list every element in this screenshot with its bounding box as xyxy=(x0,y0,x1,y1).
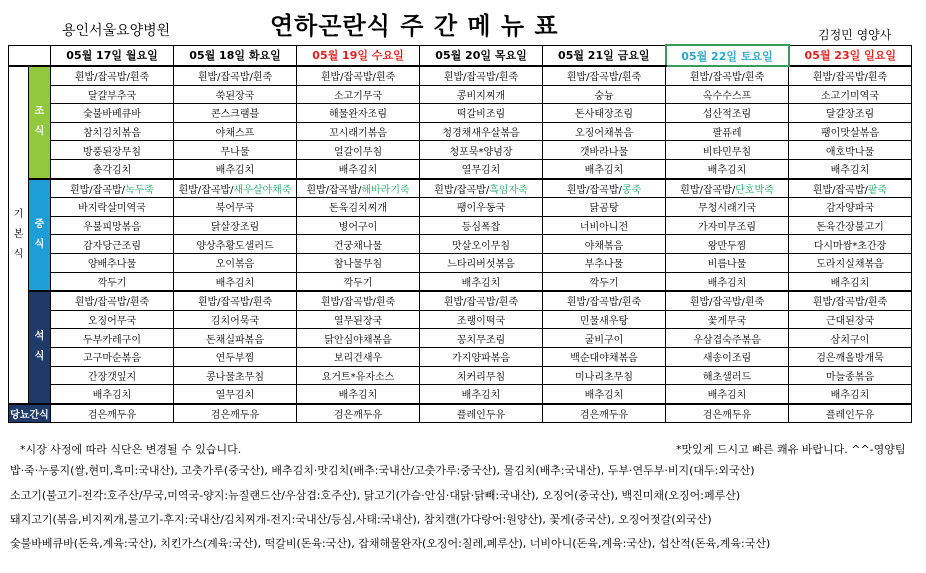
menu-cell: 느타리버섯볶음 xyxy=(420,253,543,272)
menu-cell: 다시마쌈*초간장 xyxy=(789,235,912,254)
menu-cell: 흰밥/잡곡밥/흰죽 xyxy=(543,66,666,85)
day-header: 05월 22일 토요일 xyxy=(666,45,789,66)
menu-cell: 열무김치 xyxy=(420,159,543,178)
menu-cell: 배추김치 xyxy=(174,272,297,291)
menu-row xyxy=(9,198,912,217)
snack-cell: 검은깨두유 xyxy=(666,404,789,423)
label-char: 석 xyxy=(34,331,45,343)
menu-cell: 배추김치 xyxy=(420,385,543,404)
menu-cell: 쑥된장국 xyxy=(174,85,297,104)
menu-cell: 꽁치무조림 xyxy=(420,329,543,348)
menu-cell: 청포묵*양념장 xyxy=(420,141,543,160)
menu-row xyxy=(9,272,912,291)
menu-row xyxy=(9,179,912,198)
menu-cell: 팽이우동국 xyxy=(420,198,543,217)
snack-cell: 검은깨두유 xyxy=(543,404,666,423)
menu-cell: 돈채실파볶음 xyxy=(174,329,297,348)
page-title: 연하곤란식 주 간 메 뉴 표 xyxy=(270,12,559,40)
porridge-special: 콩죽 xyxy=(621,184,642,196)
menu-cell: 달걀부추국 xyxy=(51,85,174,104)
menu-cell: 애호박나물 xyxy=(789,141,912,160)
menu-cell xyxy=(420,179,543,198)
label-char: 본 xyxy=(13,228,24,240)
menu-cell: 섭산적조림 xyxy=(666,104,789,123)
label-char: 중 xyxy=(34,218,45,230)
menu-row xyxy=(9,216,912,235)
menu-cell: 우삼겹숙주볶음 xyxy=(666,329,789,348)
origin-line: 밥·죽·누룽지(쌀,현미,흑미:국내산), 고춧가루(중국산), 배추김치·맛김치(배추:국내산/고춧가루:중국산), 물김치(배추:국내산), 두부·연두부·비지(대두:외국산) xyxy=(10,464,755,477)
day-header: 05월 23일 일요일 xyxy=(789,45,912,66)
menu-cell: 방풍된장무침 xyxy=(51,141,174,160)
menu-cell: 배추김치 xyxy=(666,272,789,291)
menu-row xyxy=(9,291,912,310)
diet-type-label xyxy=(9,66,29,404)
menu-cell: 흰밥/잡곡밥/흰죽 xyxy=(789,291,912,310)
menu-cell: 숭늉 xyxy=(543,85,666,104)
menu-cell: 무청시래기국 xyxy=(666,198,789,217)
label-char: 식 xyxy=(34,351,45,363)
menu-cell: 북어무국 xyxy=(174,198,297,217)
menu-cell: 가지양파볶음 xyxy=(420,347,543,366)
menu-cell: 마늘종볶음 xyxy=(789,366,912,385)
menu-cell: 닭곰탕 xyxy=(543,198,666,217)
menu-cell: 옥수수스프 xyxy=(666,85,789,104)
header-corner xyxy=(9,45,51,66)
menu-cell: 흰밥/잡곡밥/흰죽 xyxy=(297,66,420,85)
snack-label: 당뇨간식 xyxy=(9,404,51,423)
menu-cell: 흰밥/잡곡밥/흰죽 xyxy=(420,66,543,85)
menu-cell: 검은깨올방개묵 xyxy=(789,347,912,366)
menu-cell xyxy=(666,179,789,198)
menu-cell: 비타민무침 xyxy=(666,141,789,160)
menu-cell: 배추김치 xyxy=(789,159,912,178)
menu-cell: 흰밥/잡곡밥/흰죽 xyxy=(789,66,912,85)
menu-cell: 오이볶음 xyxy=(174,253,297,272)
snack-cell: 플레인두유 xyxy=(420,404,543,423)
menu-cell: 치커리무침 xyxy=(420,366,543,385)
hospital-name: 용인서울요양병원 xyxy=(62,23,171,39)
menu-row xyxy=(9,85,912,104)
menu-row xyxy=(9,235,912,254)
menu-cell: 소고기무국 xyxy=(297,85,420,104)
lunch-label xyxy=(29,179,51,292)
label-char: 식 xyxy=(34,126,45,138)
menu-cell xyxy=(51,179,174,198)
menu-cell: 흰밥/잡곡밥/흰죽 xyxy=(51,66,174,85)
menu-cell: 흰밥/잡곡밥/흰죽 xyxy=(666,291,789,310)
menu-row xyxy=(9,122,912,141)
menu-cell: 팽이맛살볶음 xyxy=(789,122,912,141)
menu-cell: 깍두기 xyxy=(543,272,666,291)
menu-cell: 고구마순볶음 xyxy=(51,347,174,366)
menu-row xyxy=(9,385,912,404)
porridge-special: 새우살야채죽 xyxy=(233,184,292,196)
menu-cell: 우불피망볶음 xyxy=(51,216,174,235)
menu-cell: 비름나물 xyxy=(666,253,789,272)
menu-cell: 감자양파국 xyxy=(789,198,912,217)
menu-cell: 굴비구이 xyxy=(543,329,666,348)
day-header: 05월 19일 수요일 xyxy=(297,45,420,66)
menu-row xyxy=(9,347,912,366)
menu-cell: 콘스크램블 xyxy=(174,104,297,123)
snack-cell: 검은깨두유 xyxy=(297,404,420,423)
menu-cell: 콩비지찌개 xyxy=(420,85,543,104)
menu-cell: 소고기미역국 xyxy=(789,85,912,104)
porridge-special: 단호박죽 xyxy=(735,184,774,196)
menu-cell: 양상추황도샐러드 xyxy=(174,235,297,254)
menu-cell: 콩나물초무침 xyxy=(174,366,297,385)
menu-cell: 양배추나물 xyxy=(51,253,174,272)
menu-cell: 청경채새우살볶음 xyxy=(420,122,543,141)
menu-cell: 배추김치 xyxy=(666,159,789,178)
menu-cell xyxy=(789,179,912,198)
greeting-notice: *맛있게 드시고 빠른 쾌유 바랍니다. ^^-영양팀 xyxy=(676,443,906,456)
porridge-special: 흑임자죽 xyxy=(489,184,528,196)
menu-cell: 열무김치 xyxy=(174,385,297,404)
menu-cell: 오징어무국 xyxy=(51,310,174,329)
menu-cell: 팔퓨레 xyxy=(666,122,789,141)
menu-cell: 삼치구이 xyxy=(789,329,912,348)
menu-cell: 열무된장국 xyxy=(297,310,420,329)
menu-cell: 흰밥/잡곡밥/흰죽 xyxy=(420,291,543,310)
menu-cell: 달걀장조림 xyxy=(789,104,912,123)
menu-cell: 배추김치 xyxy=(543,385,666,404)
menu-cell: 민물새우탕 xyxy=(543,310,666,329)
dietitian-name: 김정민 영양사 xyxy=(818,28,892,42)
menu-cell: 미나리초무침 xyxy=(543,366,666,385)
menu-cell: 조랭이떡국 xyxy=(420,310,543,329)
label-char: 기 xyxy=(13,208,24,220)
menu-cell: 두부카레구이 xyxy=(51,329,174,348)
menu-cell: 건궁채나물 xyxy=(297,235,420,254)
menu-cell: 돈육간장불고기 xyxy=(789,216,912,235)
menu-cell: 보리건새우 xyxy=(297,347,420,366)
label-char: 조 xyxy=(34,106,45,118)
porridge-special: 해바라기죽 xyxy=(361,184,410,196)
menu-cell: 배추김치 xyxy=(789,272,912,291)
menu-cell: 흰밥/잡곡밥/흰죽 xyxy=(174,291,297,310)
menu-cell: 바지락살미역국 xyxy=(51,198,174,217)
menu-row xyxy=(9,104,912,123)
menu-cell: 총각김치 xyxy=(51,159,174,178)
menu-cell: 흰밥/잡곡밥/흰죽 xyxy=(666,66,789,85)
menu-cell: 너비아니전 xyxy=(543,216,666,235)
menu-row xyxy=(9,310,912,329)
menu-cell: 무나물 xyxy=(174,141,297,160)
menu-cell: 얼갈이무침 xyxy=(297,141,420,160)
origin-line: 돼지고기(볶음,비지찌개,불고기-후지:국내산/김치찌개-전지:국내산/등심,사태:국내산), 참치캔(가다랑어:원양산), 꽃게(중국산), 오징어젓갈(외국산) xyxy=(10,513,712,526)
menu-cell: 해초샐러드 xyxy=(666,366,789,385)
menu-cell: 왕만두찜 xyxy=(666,235,789,254)
menu-row xyxy=(9,329,912,348)
origin-line: 숯불바베큐바(돈육,계육:국산), 치킨가스(계육:국산), 떡갈비(돈육:국산), 잡채해물완자(오징어:칠레,페루산), 너비아니(돈육,계육:국산), 섭산적(돈육,계육:국산) xyxy=(10,537,771,550)
menu-cell xyxy=(174,179,297,198)
menu-cell: 숯불바베큐바 xyxy=(51,104,174,123)
menu-cell: 흰밥/잡곡밥/흰죽 xyxy=(174,66,297,85)
menu-cell: 배추김치 xyxy=(297,159,420,178)
menu-cell: 배추김치 xyxy=(174,159,297,178)
menu-cell: 닭살장조림 xyxy=(174,216,297,235)
menu-cell: 배추김치 xyxy=(297,385,420,404)
menu-cell: 배추김치 xyxy=(51,385,174,404)
menu-cell: 흰밥/잡곡밥/흰죽 xyxy=(51,291,174,310)
day-header: 05월 20일 목요일 xyxy=(420,45,543,66)
menu-cell: 오징어채볶음 xyxy=(543,122,666,141)
menu-cell: 새송이조림 xyxy=(666,347,789,366)
menu-cell: 부추나물 xyxy=(543,253,666,272)
menu-cell: 맛살오이무침 xyxy=(420,235,543,254)
porridge-base: 흰밥/잡곡밥/ xyxy=(178,184,234,196)
menu-cell: 떡갈비조림 xyxy=(420,104,543,123)
menu-cell xyxy=(297,179,420,198)
label-char: 식 xyxy=(34,238,45,250)
menu-cell: 해물완자조림 xyxy=(297,104,420,123)
menu-cell: 꼬시래기볶음 xyxy=(297,122,420,141)
origin-line: 소고기(불고기-전각:호주산/무국,미역국-양지:뉴질랜드산/우삼겹:호주산), 닭고기(가슴·안심·대닭·닭빼:국내산), 오징어(중국산), 백진미채(오징어:페루산) xyxy=(10,489,741,502)
menu-cell: 야채볶음 xyxy=(543,235,666,254)
menu-cell: 꽃게무국 xyxy=(666,310,789,329)
menu-cell: 감자당근조림 xyxy=(51,235,174,254)
porridge-base: 흰밥/잡곡밥/ xyxy=(434,184,490,196)
menu-cell: 배추김치 xyxy=(789,385,912,404)
menu-cell: 간장갯잎지 xyxy=(51,366,174,385)
menu-cell: 배추김치 xyxy=(666,385,789,404)
menu-row xyxy=(9,366,912,385)
menu-cell: 도라지실채볶음 xyxy=(789,253,912,272)
menu-cell: 깍두기 xyxy=(297,272,420,291)
menu-cell: 가자미무조림 xyxy=(666,216,789,235)
menu-cell: 배추김치 xyxy=(420,272,543,291)
menu-cell: 병어구이 xyxy=(297,216,420,235)
menu-row xyxy=(9,253,912,272)
menu-change-notice: *시장 사정에 따라 식단은 변경될 수 있습니다. xyxy=(20,443,242,456)
menu-row xyxy=(9,159,912,178)
menu-cell: 참치김치볶음 xyxy=(51,122,174,141)
snack-cell: 검은깨두유 xyxy=(51,404,174,423)
porridge-special: 팥죽 xyxy=(867,184,888,196)
porridge-base: 흰밥/잡곡밥/ xyxy=(566,184,622,196)
dinner-label xyxy=(29,291,51,404)
menu-cell: 참나물무침 xyxy=(297,253,420,272)
menu-cell: 흰밥/잡곡밥/흰죽 xyxy=(543,291,666,310)
menu-cell: 깍두기 xyxy=(51,272,174,291)
menu-cell: 요거트*유자소스 xyxy=(297,366,420,385)
label-char: 식 xyxy=(13,248,24,260)
day-header: 05월 21일 금요일 xyxy=(543,45,666,66)
snack-cell: 검은깨두유 xyxy=(174,404,297,423)
menu-cell: 돈육김치찌개 xyxy=(297,198,420,217)
snack-cell: 플레인두유 xyxy=(789,404,912,423)
weekly-menu-table xyxy=(8,44,912,423)
menu-cell: 야채스프 xyxy=(174,122,297,141)
porridge-special: 녹두죽 xyxy=(125,184,155,196)
menu-cell: 연두부찜 xyxy=(174,347,297,366)
porridge-base: 흰밥/잡곡밥/ xyxy=(306,184,362,196)
porridge-base: 흰밥/잡곡밥/ xyxy=(69,184,126,196)
menu-cell: 흰밥/잡곡밥/흰죽 xyxy=(297,291,420,310)
menu-cell: 등심폭찹 xyxy=(420,216,543,235)
menu-cell: 김치어묵국 xyxy=(174,310,297,329)
breakfast-label xyxy=(29,66,51,179)
menu-row xyxy=(9,66,912,85)
menu-cell: 근대된장국 xyxy=(789,310,912,329)
menu-cell: 갯바라나물 xyxy=(543,141,666,160)
menu-cell: 닭안심야채볶음 xyxy=(297,329,420,348)
menu-cell xyxy=(543,179,666,198)
day-header: 05월 17일 월요일 xyxy=(51,45,174,66)
menu-cell: 돈사태장조림 xyxy=(543,104,666,123)
day-header: 05월 18일 화요일 xyxy=(174,45,297,66)
porridge-base: 흰밥/잡곡밥/ xyxy=(680,184,736,196)
menu-row xyxy=(9,141,912,160)
porridge-base: 흰밥/잡곡밥/ xyxy=(812,184,868,196)
menu-cell: 배추김치 xyxy=(543,159,666,178)
menu-cell: 백순대야채볶음 xyxy=(543,347,666,366)
